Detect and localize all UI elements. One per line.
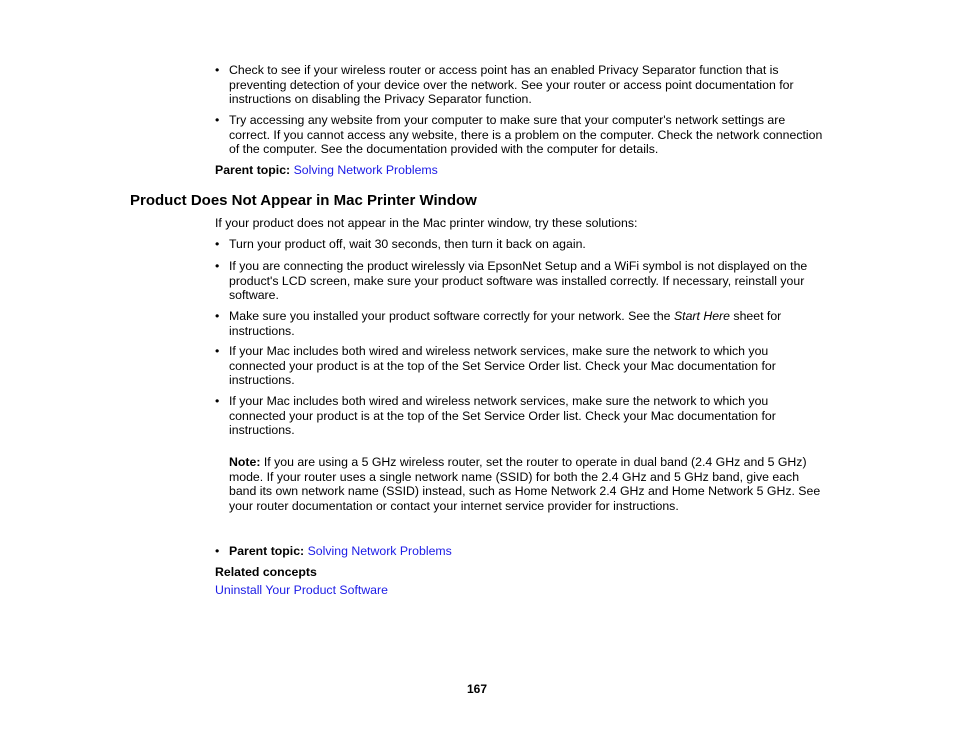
- note-text: If you are using a 5 GHz wireless router, set the router to operate in dual band (2.4 GHz and 5 GHz) mode. If your router uses a single network name (SSID) for both the 2.4 GHz and 5 GHz band, give each band its own network name (SSID) instead, such as Home Network 2.4 GHz and Home Network 5 GHz. See your router documentation or contact your internet service provider for instructions.: [229, 455, 821, 513]
- note-block: [229, 455, 827, 513]
- related-concepts-label: [215, 565, 827, 580]
- parent-topic-1: [215, 163, 827, 178]
- list-item: [215, 259, 827, 303]
- bullet-marker: •: [215, 237, 220, 251]
- related-concepts-links: [215, 583, 827, 598]
- list-item-text: Try accessing any website from your computer to make sure that your computer's network settings are correct. If you cannot access any website, there is a problem on the computer. Check the network connection of the computer. See the documentation provided with the computer for details.: [229, 113, 823, 157]
- parent-topic-2: [229, 544, 827, 559]
- page-number: 167: [466, 682, 488, 696]
- note-label: Note:: [229, 455, 261, 469]
- start-here-reference: Start Here: [673, 309, 730, 323]
- uninstall-software-link[interactable]: Uninstall Your Product Software: [215, 583, 388, 597]
- section-title: Product Does Not Appear in Mac Printer Window: [130, 192, 477, 209]
- section-intro: If your product does not appear in the Mac printer window, try these solutions:: [215, 216, 638, 230]
- related-label: Related concepts: [215, 565, 317, 579]
- list-item-text: If your Mac includes both wired and wireless network services, make sure the network to which you connected your product is at the top of the Set Service Order list. Check your Mac documentation for instructions.: [229, 344, 776, 388]
- bullet-marker: •: [215, 394, 220, 408]
- list-item: [215, 113, 827, 157]
- parent-topic-label: Parent topic:: [215, 163, 291, 177]
- text-fragment: sheet for instructions.: [229, 309, 782, 338]
- list-item-text: Check to see if your wireless router or access point has an enabled Privacy Separator function that is preventing detection of your device over the network. See your router or access point documentation for instructions on disabling the Privacy Separator function.: [229, 63, 794, 107]
- parent-topic-link[interactable]: Solving Network Problems: [307, 544, 452, 558]
- text-fragment: Make sure you installed your product software correctly for your network. See the: [229, 309, 674, 323]
- list-item-text: If you are connecting the product wirelessly via EpsonNet Setup and a WiFi symbol is not displayed on the product's LCD screen, make sure your product software was installed correctly. If necessary, reinstall your software.: [229, 259, 808, 303]
- list-item: [215, 237, 827, 252]
- list-item: [215, 394, 827, 438]
- parent-topic-label: Parent topic:: [229, 544, 305, 558]
- list-item: [215, 344, 827, 388]
- list-item-text: [229, 309, 827, 338]
- bullet-marker: •: [215, 259, 220, 273]
- list-item: [215, 309, 827, 338]
- list-item: [215, 63, 827, 107]
- list-item-text: If your Mac includes both wired and wireless network services, make sure the network to which you connected your product is at the top of the Set Service Order list. Check your Mac documentation for instructions.: [229, 394, 776, 438]
- list-item: [215, 544, 827, 559]
- bullet-marker: •: [215, 309, 220, 323]
- bullet-marker: •: [215, 344, 220, 358]
- bullet-marker: •: [215, 113, 220, 127]
- list-item-text: Turn your product off, wait 30 seconds, then turn it back on again.: [229, 237, 586, 251]
- parent-topic-link[interactable]: Solving Network Problems: [293, 163, 438, 177]
- bullet-marker: •: [215, 544, 220, 558]
- bullet-marker: •: [215, 63, 220, 77]
